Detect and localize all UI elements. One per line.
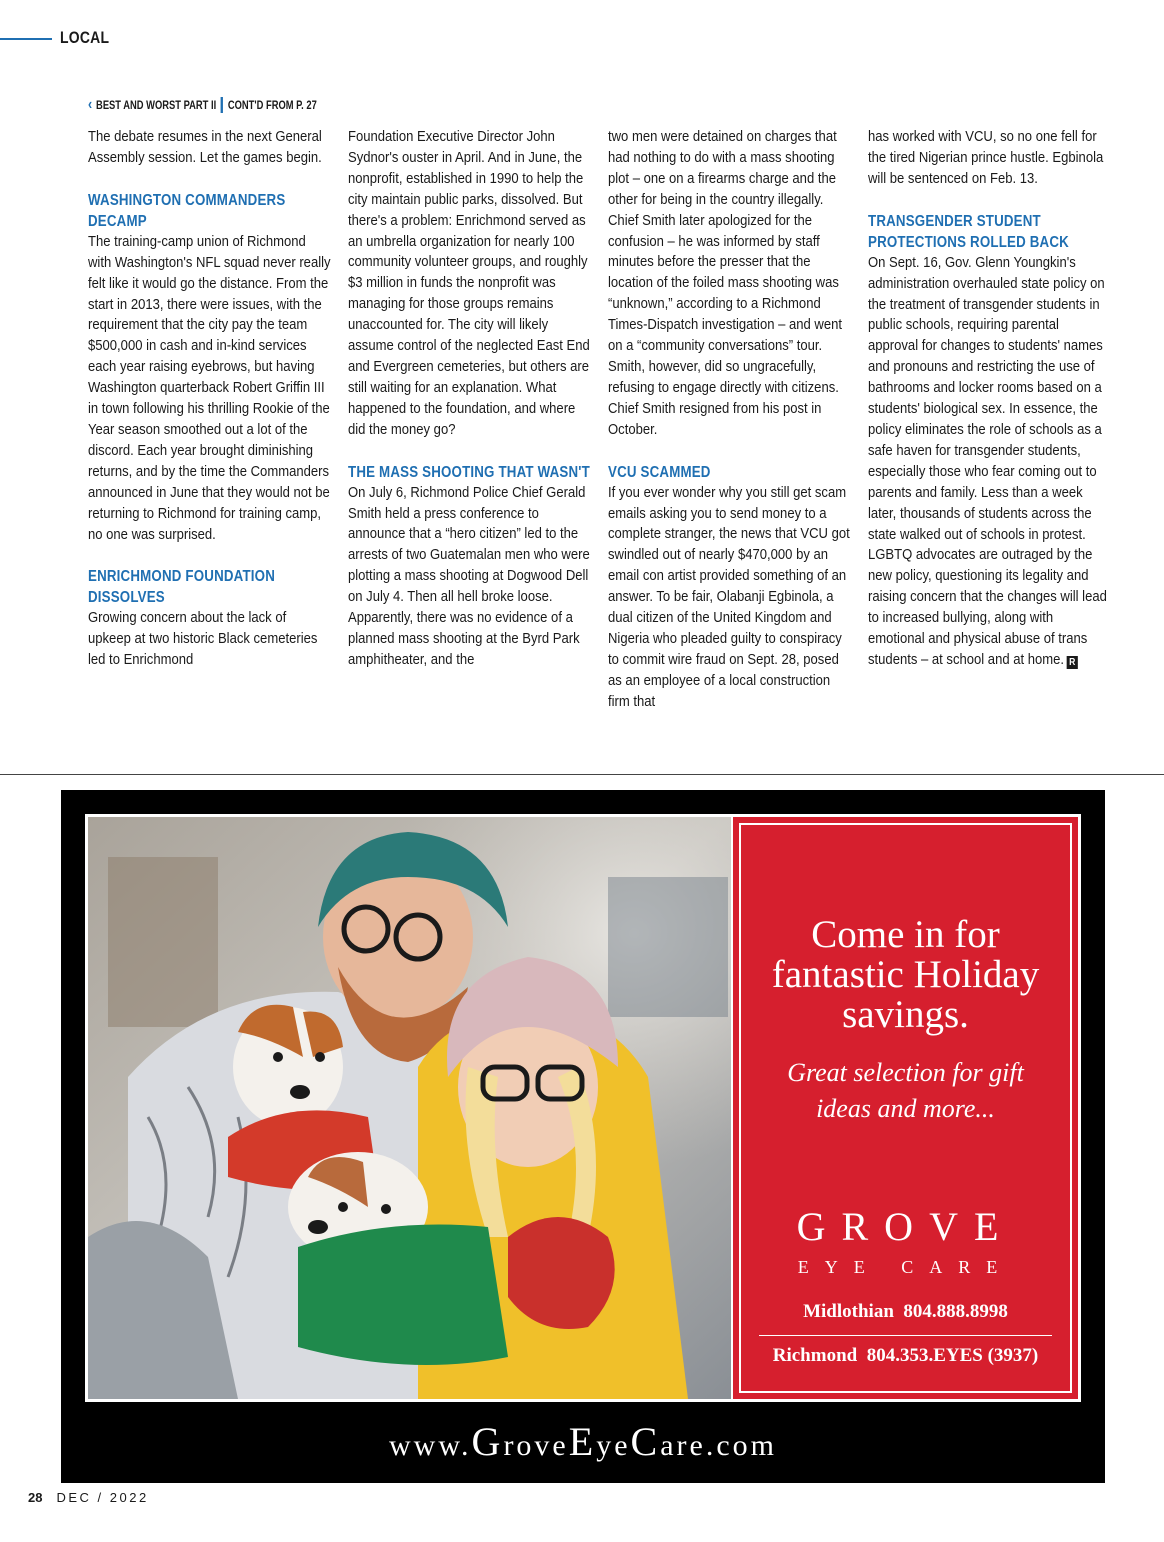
url-part: C <box>630 1419 661 1464</box>
continuation-line <box>88 97 317 113</box>
paragraph: On July 6, Richmond Police Chief Gerald Smith held a press conference to announce that a “hero citizen” led to the arrests of two Guatemalan men who were plotting a mass shooting at Dogwood Dell on July 4. Then all hell broke loose. Apparently, there was no evidence of a planned mass shooting at the Byrd Park amphitheater, and the <box>348 483 590 668</box>
paragraph: The debate resumes in the next General Assembly session. Let the games begin. <box>88 128 322 166</box>
continuation-left: BEST AND WORST PART II <box>96 98 217 112</box>
ad-red-panel <box>731 817 1078 1399</box>
continuation-divider <box>221 97 223 113</box>
paragraph: two men were detained on charges that had nothing to do with a mass shooting plot – one on a firearms charge and the other for being in the country illegally. Chief Smith later apologized for the confusion – he was informed by staff minutes before the presser that the location of the foiled mass shooting was “unknown,” according to a Richmond Times-Dispatch investigation – and went on a “community conversations” tour. Smith, however, did so ungracefully, refusing to engage directly with citizens. Chief Smith resigned from his post in October. <box>608 128 843 438</box>
paragraph: If you ever wonder why you still get scam emails asking you to send money to a complete stranger, the news that VCU got swindled out of nearly $470,000 by an email con artist provided something of an answer. To be fair, Olabanji Egbinola, a dual citizen of the United Kingdom and Nigeria who pleaded guilty to conspiracy to commit wire fraud on Sept. 28, posed as an employee of a local construction firm that <box>608 483 850 710</box>
paragraph: has worked with VCU, so no one fell for the tired Nigerian prince hustle. Egbinola will be sentenced on Feb. 13. <box>868 128 1104 187</box>
advertisement[interactable] <box>61 790 1105 1483</box>
grove-logo: GROVE <box>796 1204 1015 1249</box>
subheading: THE MASS SHOOTING THAT WASN'T <box>348 463 590 481</box>
grove-logo-subtitle: EYE CARE <box>797 1257 1014 1277</box>
issue-date: DEC / 2022 <box>56 1490 149 1505</box>
article-column-2 <box>348 127 592 671</box>
article-column-4 <box>868 127 1112 671</box>
paragraph: Growing concern about the lack of upkeep at two historic Black cemeteries led to Enrichmond <box>88 609 318 669</box>
phone-divider <box>759 1335 1052 1336</box>
url-part: www. <box>389 1429 472 1462</box>
section-rule <box>0 38 52 40</box>
couple-with-dogs-photo <box>88 817 731 1399</box>
phone-richmond[interactable]: Richmond 804.353.EYES (3937) <box>772 1345 1039 1366</box>
paragraph: The training-camp union of Richmond with Washington's NFL squad never really felt like it would go the distance. From the start in 2013, there were issues, with the requirement that the city pay the team $500,000 in cash and in-kind services each year raising eyebrows, but having Washington quarterback Robert Griffin III in town following his thrilling Rookie of the Year season smoothed out a lot of the discord. Each year brought diminishing returns, and by the time the Commanders announced in June that they would not be returning to Richmond for training camp, no one was surprised. <box>88 232 331 543</box>
end-mark-icon: R <box>1067 656 1078 669</box>
section-label: LOCAL <box>60 28 110 47</box>
url-part: G <box>471 1419 504 1464</box>
continuation-right: CONT'D FROM P. 27 <box>227 98 317 112</box>
ad-subline-text: Great selection for gift ideas and more... <box>787 1058 1024 1123</box>
ad-photo <box>88 817 731 1399</box>
url-part: are <box>660 1429 706 1462</box>
page-footer <box>28 1490 149 1505</box>
page-number: 28 <box>28 1490 43 1505</box>
ad-headline-text: Come in for fantastic Holiday savings. <box>771 913 1040 1036</box>
subheading: VCU SCAMMED <box>608 463 711 481</box>
horizontal-divider <box>0 774 1164 775</box>
article-column-1 <box>88 127 332 671</box>
paragraph-text: On Sept. 16, Gov. Glenn Youngkin's administration overhauled state policy on the treatment of transgender students in public schools, requiring parental approval for changes to students' names and pronouns and restricting the use of bathrooms and locker rooms based on a students' biological sex. In essence, the policy eliminates the role of schools as a safe haven for transgender students, especially those who fear coming out to parents and family. Less than a week later, thousands of students across the state walked out of schools in protest. LGBTQ advocates are outraged by the new policy, questioning its legality and raising concern that the changes will lead to increased bullying, along with emotional and physical abuse of trans students – at school and at home. <box>868 253 1107 668</box>
paragraph: Foundation Executive Director John Sydnor's ouster in April. And in June, the nonprofit, established in 1990 to help the city maintain public parks, dissolved. But there's a problem: Enrichmond served as an umbrella organization for nearly 100 community volunteer groups, and roughly $3 million in funds the nonprofit was managing for those groups remains unaccounted for. The city will likely assume control of the neglected East End and Evergreen cemeteries, but others are still waiting for an explanation. What happened to the foundation, and where did the money go? <box>348 128 590 438</box>
paragraph <box>868 253 1112 671</box>
subheading: TRANSGENDER STUDENT PROTECTIONS ROLLED BACK <box>868 212 1069 251</box>
subheading: WASHINGTON COMMANDERS DECAMP <box>88 191 286 230</box>
subheading: ENRICHMOND FOUNDATION DISSOLVES <box>88 568 276 607</box>
phone-midlothian[interactable]: Midlothian 804.888.8998 <box>803 1301 1008 1322</box>
article-column-3 <box>608 127 852 713</box>
ad-subline <box>733 1055 1078 1127</box>
ad-headline <box>733 915 1078 1035</box>
url-part: .com <box>705 1429 777 1462</box>
ad-website-url[interactable] <box>61 1418 1105 1465</box>
ad-frame <box>85 814 1081 1402</box>
url-part: rove <box>503 1429 569 1462</box>
url-part: E <box>568 1419 597 1464</box>
chevron-left-icon: ‹ <box>88 96 93 113</box>
url-part: ye <box>596 1429 631 1462</box>
